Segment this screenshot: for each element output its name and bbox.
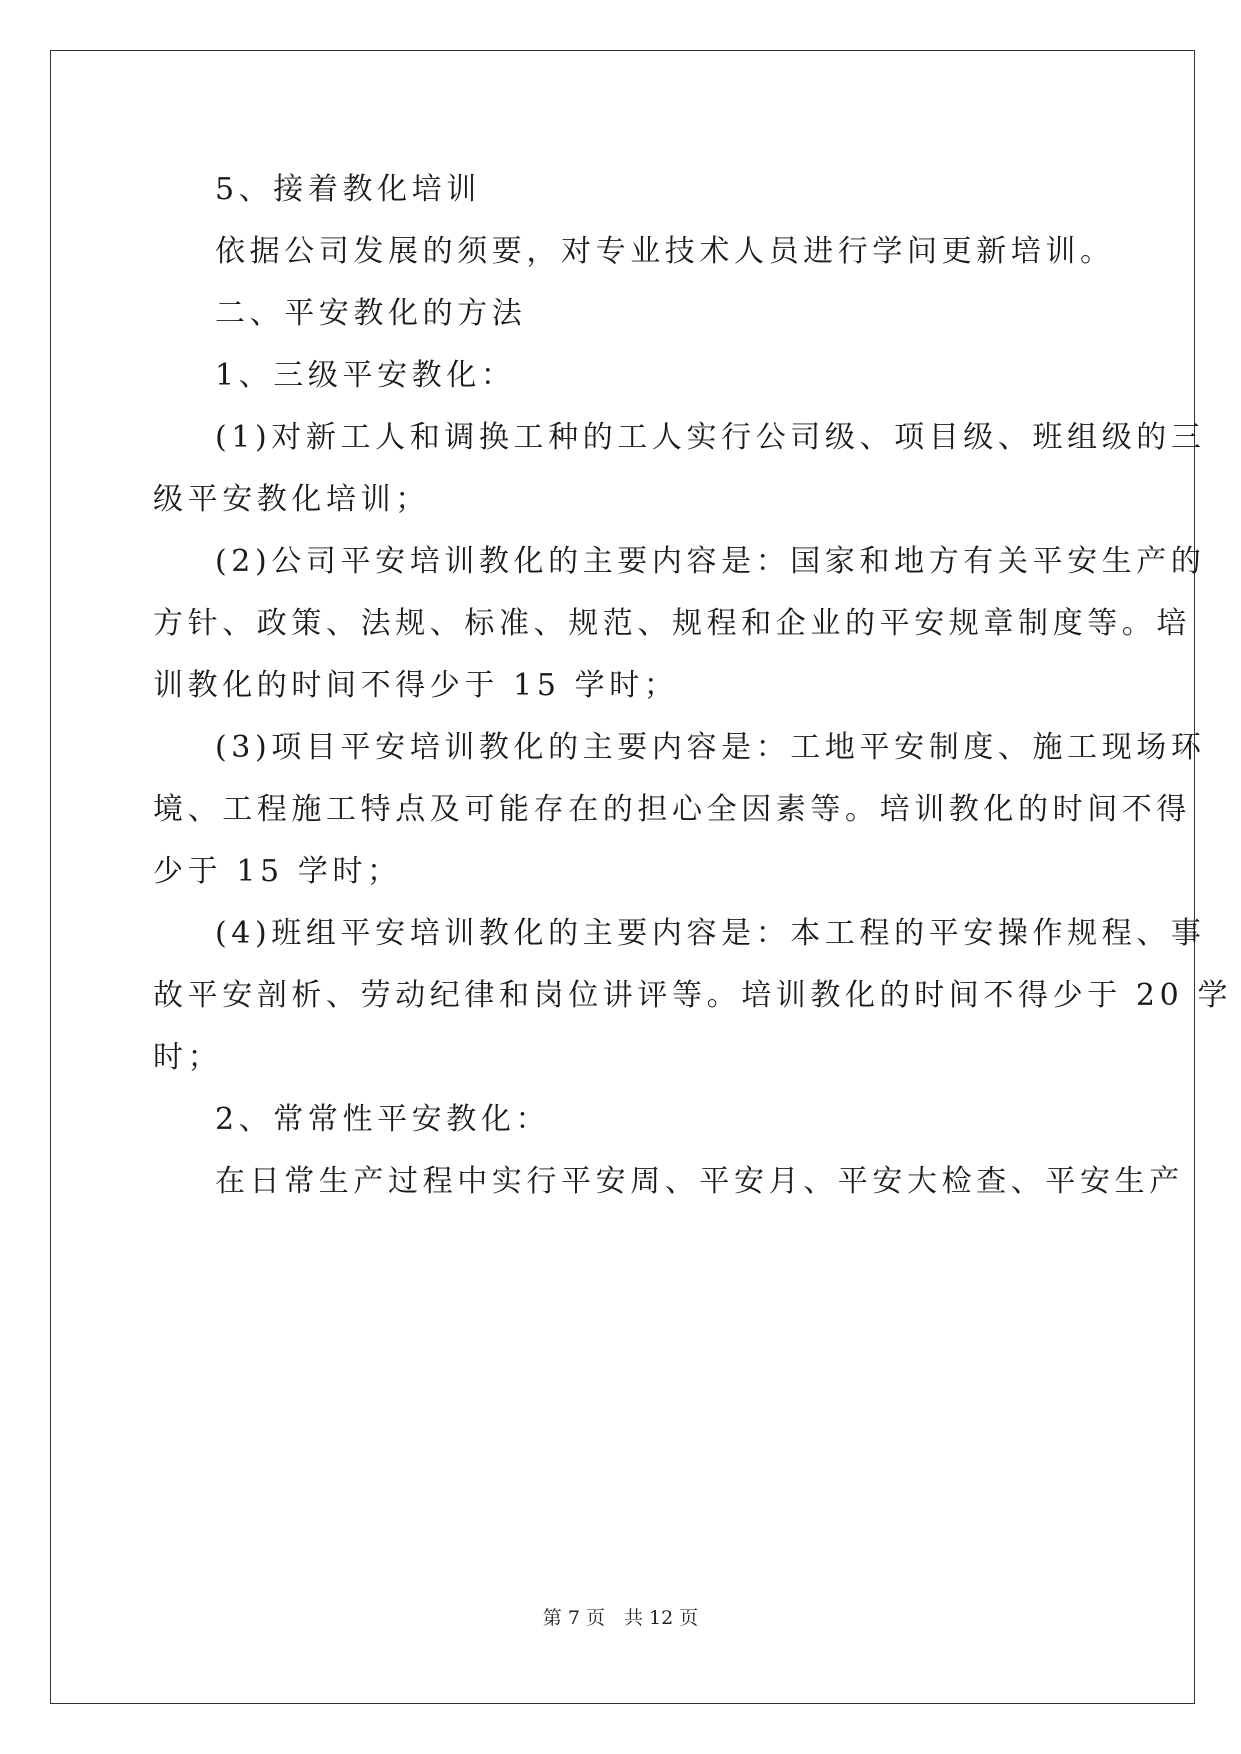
- paragraph-line: 故平安剖析、劳动纪律和岗位讲评等。培训教化的时间不得少于 20 学: [153, 978, 1233, 1013]
- heading-continuing-training: 5、接着教化培训: [215, 172, 481, 207]
- paragraph-line: 在日常生产过程中实行平安周、平安月、平安大检查、平安生产: [215, 1164, 1184, 1199]
- heading-three-level-education: 1、三级平安教化：: [215, 358, 516, 393]
- heading-regular-education: 2、常常性平安教化：: [215, 1102, 551, 1137]
- paragraph-line: (3)项目平安培训教化的主要内容是：工地平安制度、施工现场环: [215, 730, 1206, 765]
- paragraph-line: (2)公司平安培训教化的主要内容是：国家和地方有关平安生产的: [215, 544, 1206, 579]
- paragraph-line: 训教化的时间不得少于 15 学时；: [153, 668, 679, 703]
- heading-safety-methods: 二、平安教化的方法: [215, 296, 527, 331]
- paragraph-line: 方针、政策、法规、标准、规范、规程和企业的平安规章制度等。培: [153, 606, 1191, 641]
- paragraph-line: (4)班组平安培训教化的主要内容是：本工程的平安操作规程、事: [215, 916, 1206, 951]
- paragraph-line: 依据公司发展的须要，对专业技术人员进行学问更新培训。: [215, 234, 1115, 269]
- paragraph-line: 境、工程施工特点及可能存在的担心全因素等。培训教化的时间不得: [153, 792, 1191, 827]
- paragraph-line: 级平安教化培训；: [153, 482, 430, 517]
- paragraph-line: (1)对新工人和调换工种的工人实行公司级、项目级、班组级的三: [215, 420, 1206, 455]
- paragraph-line: 时；: [153, 1040, 223, 1075]
- page-number-footer: 第 7 页 共 12 页: [542, 1607, 699, 1629]
- paragraph-line: 少于 15 学时；: [153, 854, 402, 889]
